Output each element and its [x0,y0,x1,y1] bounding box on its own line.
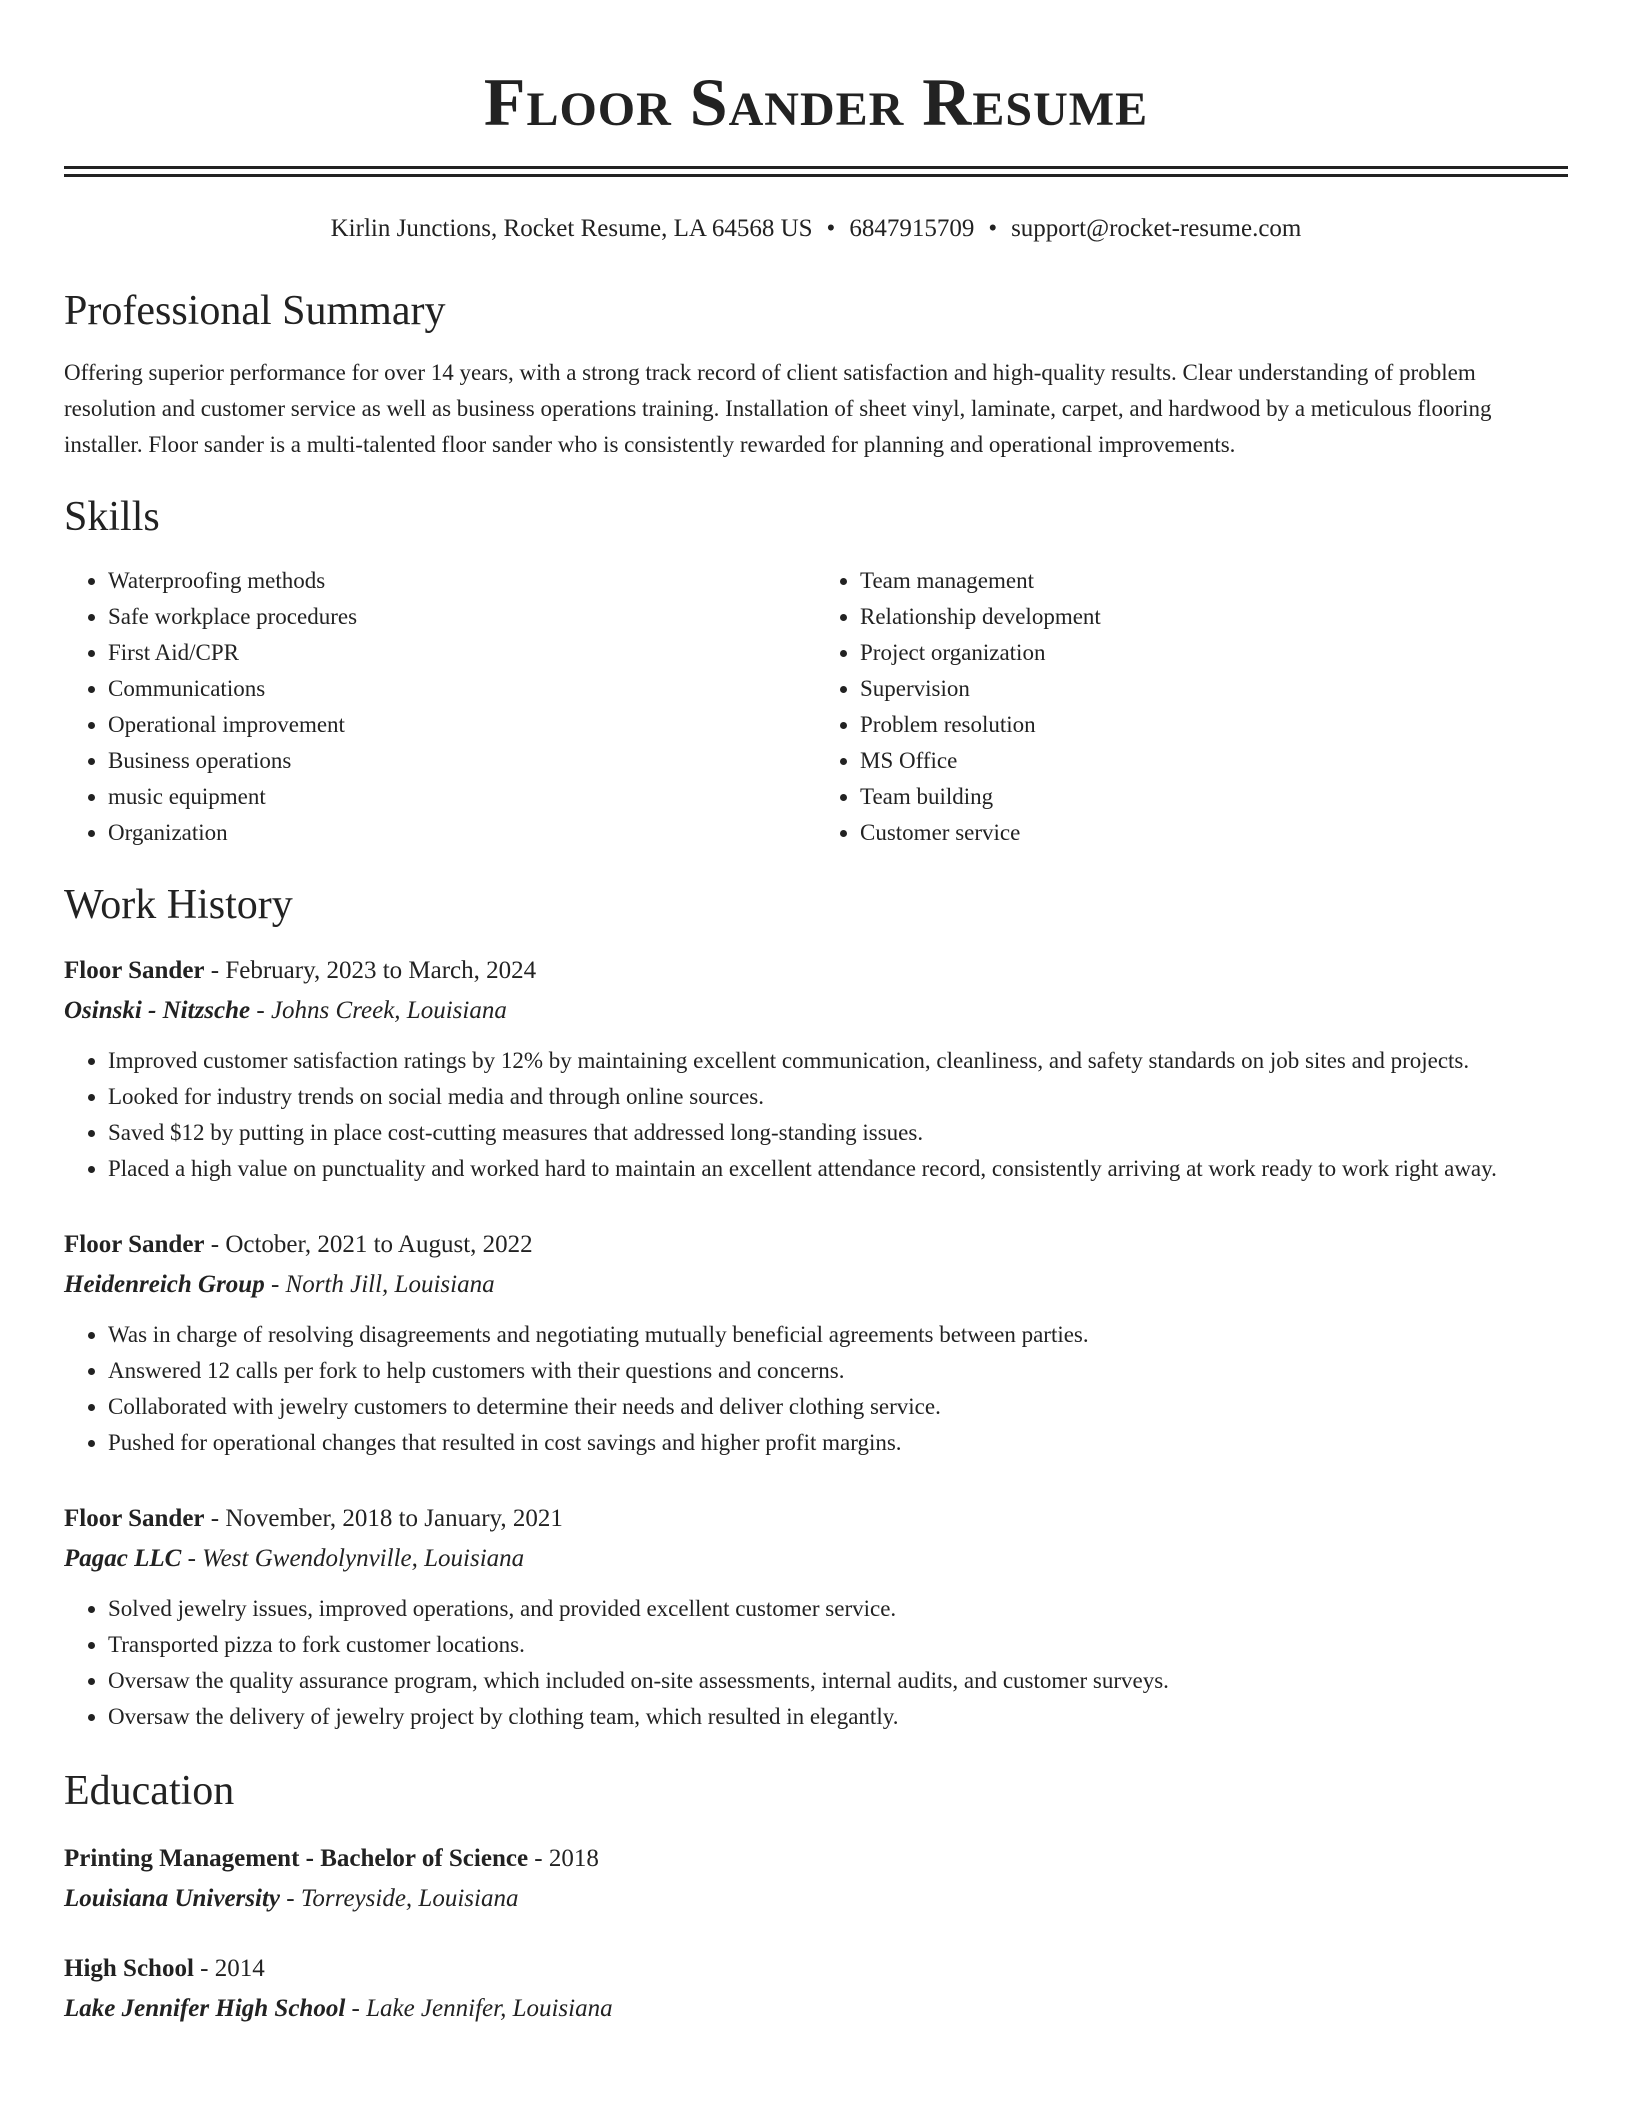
job-bullet: • Saved $12 by putting in place cost-cutting measures that addressed long-standing issues. [108,1115,1568,1151]
job-title-line [64,1499,1568,1539]
graduation-year: - 2014 [193,1955,265,1982]
summary-text: Offering superior performance for over 14 years, with a strong track record of client satisfaction and high-quality results. Clear understanding of problem resolution and customer service as well as business operations training. Installation of sheet vinyl, laminate, carpet, and hardwood by a meticulous flooring installer. Floor sander is a multi-talented floor sander who is consistently rewarded for planning and operational improvements. [64,360,1492,457]
education-heading: Education [64,1768,235,1814]
company-location: - North Jill, Louisiana [264,1271,495,1298]
skill-item: • MS Office [860,743,1568,779]
job-bullet: • Solved jewelry issues, improved operations, and provided excellent customer service. [108,1591,1568,1627]
skill-item: • Project organization [860,635,1568,671]
degree: Printing Management - Bachelor of Science [64,1845,529,1872]
degree: High School [64,1955,194,1982]
title-divider [64,166,1568,177]
company-name: Osinski - Nitzsche [64,997,251,1024]
company-location: - West Gwendolynville, Louisiana [181,1545,525,1572]
degree-line [64,1949,1568,1989]
job-bullets [64,1591,1568,1735]
company-name: Heidenreich Group [64,1271,265,1298]
company-line [64,1265,1568,1305]
degree-line [64,1839,1568,1879]
school-line [64,1989,1568,2029]
page-title: Floor Sander Resume [483,64,1149,140]
skill-item: • Customer service [860,815,1568,851]
skill-item: • Team management [860,563,1568,599]
job-bullet: • Oversaw the delivery of jewelry project by clothing team, which resulted in elegantly. [108,1699,1568,1735]
skill-item: • Supervision [860,671,1568,707]
job-entry [64,951,1568,1187]
skill-item: • Problem resolution [860,707,1568,743]
company-location: - Johns Creek, Louisiana [250,997,507,1024]
skill-item: • Operational improvement [108,707,816,743]
skills-heading: Skills [64,494,160,540]
job-bullet: • Looked for industry trends on social media and through online sources. [108,1079,1568,1115]
contact-address: Kirlin Junctions, Rocket Resume, LA 64568 US [330,215,813,242]
company-name: Pagac LLC [64,1545,182,1572]
skill-item: • Organization [108,815,816,851]
job-bullet: • Collaborated with jewelry customers to determine their needs and deliver clothing service. [108,1389,1568,1425]
skills-list [64,563,1568,851]
job-bullet: • Pushed for operational changes that resulted in cost savings and higher profit margins. [108,1425,1568,1461]
graduation-year: - 2018 [528,1845,599,1872]
contact-separator: • [988,215,998,242]
contact-line [64,213,1568,245]
skill-item: • Waterproofing methods [108,563,816,599]
education-entry [64,1839,1568,1919]
skill-item: • Business operations [108,743,816,779]
job-bullet: • Was in charge of resolving disagreements and negotiating mutually beneficial agreements between parties. [108,1317,1568,1353]
school-name: Lake Jennifer High School [64,1995,346,2022]
contact-phone: 6847915709 [849,215,975,242]
job-entry [64,1225,1568,1461]
skill-item: • Safe workplace procedures [108,599,816,635]
company-line [64,991,1568,1031]
skill-item: • music equipment [108,779,816,815]
job-bullet: • Oversaw the quality assurance program, which included on-site assessments, internal audits, and customer surveys. [108,1663,1568,1699]
work-history-heading: Work History [64,882,293,928]
company-line [64,1539,1568,1579]
job-bullet: • Placed a high value on punctuality and worked hard to maintain an excellent attendance record, consistently arriving at work ready to work right away. [108,1151,1568,1187]
skills-column-right [816,563,1568,851]
contact-separator: • [826,215,836,242]
skill-item: • Team building [860,779,1568,815]
education-entry [64,1949,1568,2029]
job-title: Floor Sander [64,957,205,984]
job-bullets [64,1043,1568,1187]
school-location: - Torreyside, Louisiana [280,1885,519,1912]
school-location: - Lake Jennifer, Louisiana [345,1995,613,2022]
job-title-line [64,951,1568,991]
job-title-line [64,1225,1568,1265]
job-dates: - October, 2021 to August, 2022 [204,1231,533,1258]
job-title: Floor Sander [64,1231,205,1258]
skills-column-left [64,563,816,851]
school-line [64,1879,1568,1919]
job-dates: - November, 2018 to January, 2021 [204,1505,563,1532]
summary-heading: Professional Summary [64,288,446,334]
job-bullet: • Answered 12 calls per fork to help customers with their questions and concerns. [108,1353,1568,1389]
skill-item: • Communications [108,671,816,707]
job-bullets [64,1317,1568,1461]
skill-item: • First Aid/CPR [108,635,816,671]
job-bullet: • Transported pizza to fork customer locations. [108,1627,1568,1663]
job-title: Floor Sander [64,1505,205,1532]
contact-email: support@rocket-resume.com [1011,215,1302,242]
job-dates: - February, 2023 to March, 2024 [204,957,537,984]
job-bullet: • Improved customer satisfaction ratings by 12% by maintaining excellent communication, cleanliness, and safety standards on job sites and projects. [108,1043,1568,1079]
school-name: Louisiana University [64,1885,280,1912]
skill-item: • Relationship development [860,599,1568,635]
job-entry [64,1499,1568,1735]
